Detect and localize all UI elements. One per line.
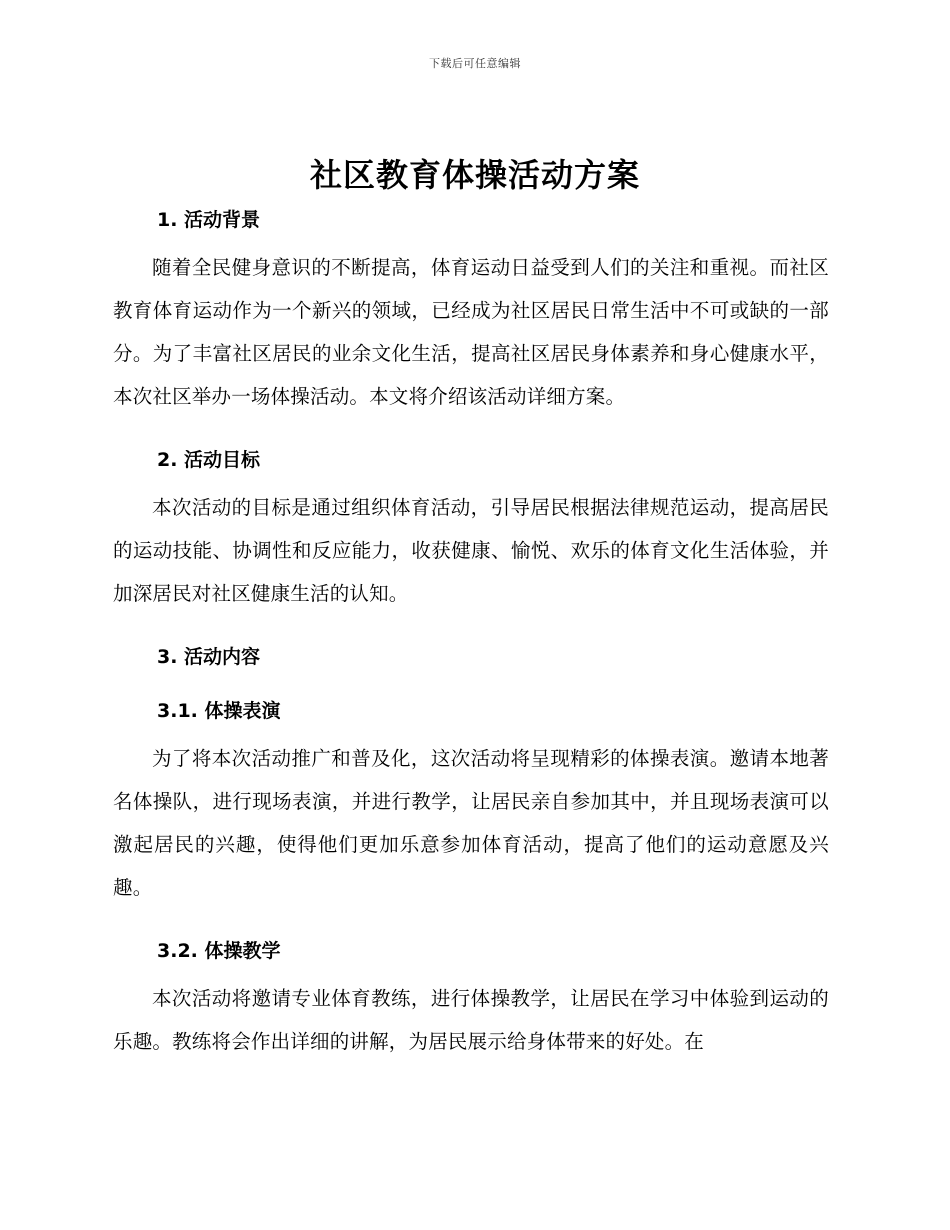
section-heading-performance: 3.1. 体操表演 bbox=[157, 700, 281, 722]
section-heading-background: 1. 活动背景 bbox=[157, 209, 261, 231]
document-title: 社区教育体操活动方案 bbox=[309, 156, 640, 194]
section-body-background: 随着全民健身意识的不断提高，体育运动日益受到人们的关注和重视。而社区教育体育运动作为一个新兴的领域，已经成为社区居民日常生活中不可或缺的一部分。为了丰富社区居民的业余文化生活，提高社区居民身体素养和身心健康水平，本次社区举办一场体操活动。本文将介绍该活动详细方案。 bbox=[113, 256, 829, 408]
section-body-teaching: 本次活动将邀请专业体育教练，进行体操教学，让居民在学习中体验到运动的乐趣。教练将会作出详细的讲解，为居民展示给身体带来的好处。在 bbox=[113, 987, 829, 1053]
section-body-goal: 本次活动的目标是通过组织体育活动，引导居民根据法律规范运动，提高居民的运动技能、协调性和反应能力，收获健康、愉悦、欢乐的体育文化生活体验，并加深居民对社区健康生活的认知。 bbox=[113, 496, 829, 605]
header-note: 下载后可任意编辑 bbox=[429, 57, 521, 70]
document-body bbox=[113, 200, 829, 1077]
section-body-performance: 为了将本次活动推广和普及化，这次活动将呈现精彩的体操表演。邀请本地著名体操队，进行现场表演，并进行教学，让居民亲自参加其中，并且现场表演可以激起居民的兴趣，使得他们更加乐意参加体育活动，提高了他们的运动意愿及兴趣。 bbox=[113, 747, 829, 899]
section-heading-content: 3. 活动内容 bbox=[157, 646, 261, 668]
section-heading-teaching: 3.2. 体操教学 bbox=[157, 940, 281, 962]
section-heading-goal: 2. 活动目标 bbox=[157, 449, 261, 471]
